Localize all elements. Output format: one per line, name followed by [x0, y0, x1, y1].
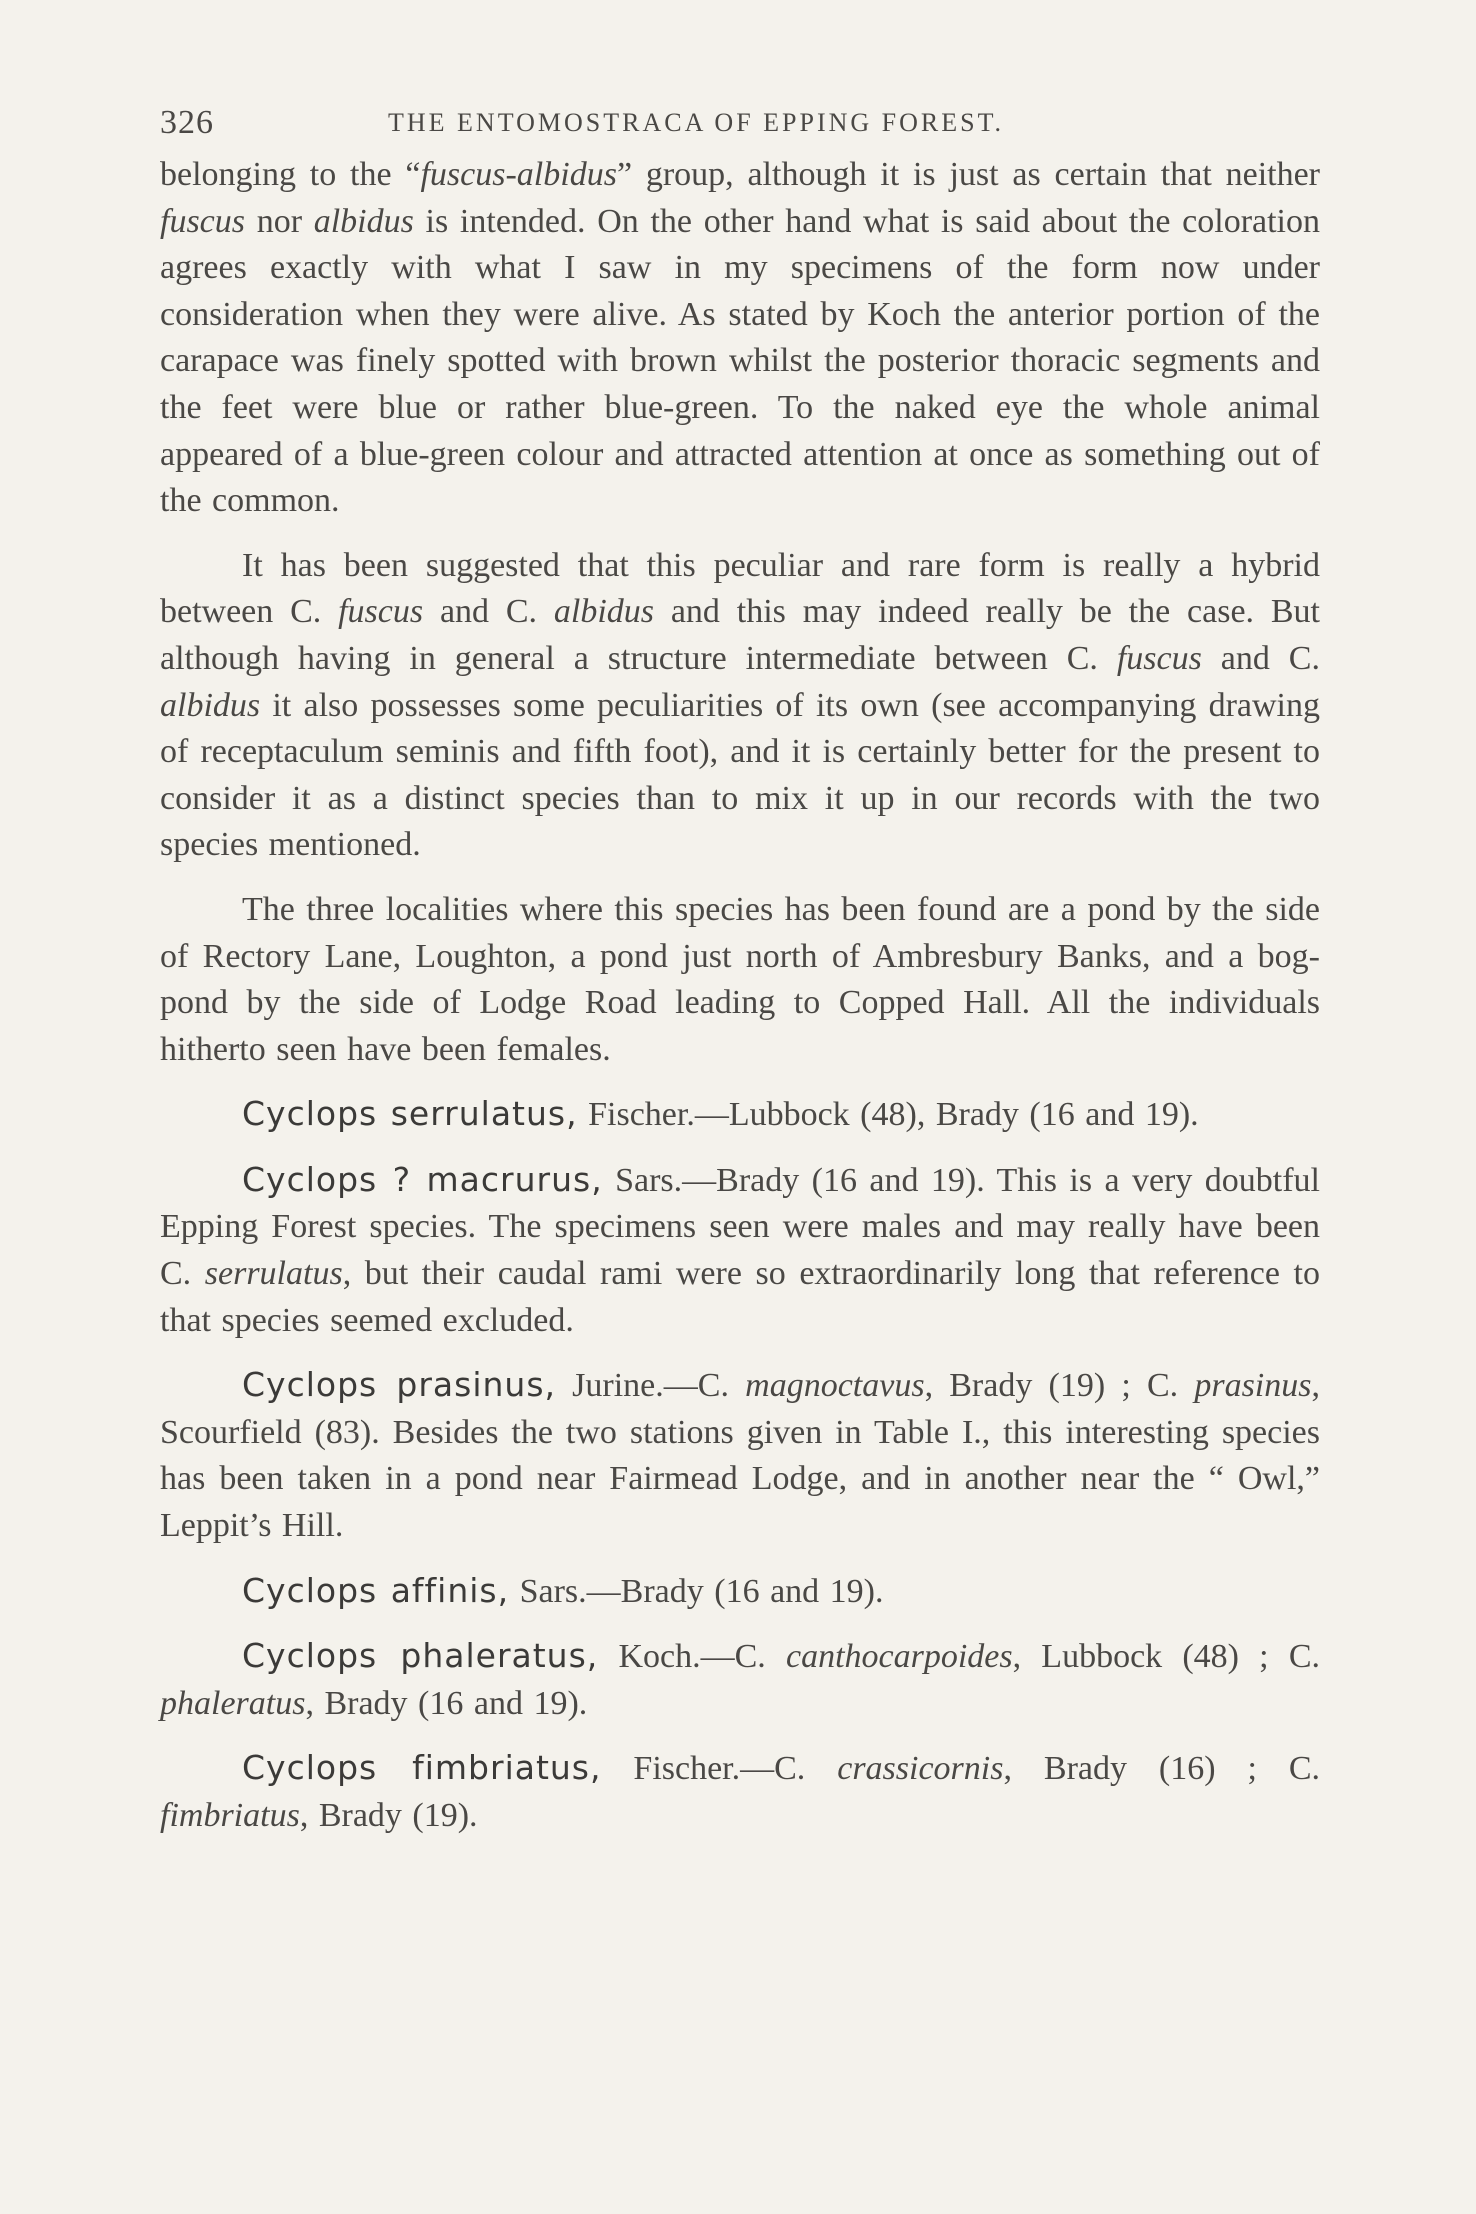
text-run: Jurine.—C.	[556, 1367, 746, 1405]
italic-run: albidus	[553, 593, 654, 631]
running-title: THE ENTOMOSTRACA OF EPPING FOREST.	[388, 108, 1005, 137]
italic-run: prasinus	[1194, 1367, 1312, 1405]
text-run: , Brady (16 and 19).	[305, 1684, 588, 1722]
italic-run: serrulatus	[204, 1255, 343, 1293]
text-run: Fischer.—Lubbock (48), Brady (16 and 19).	[577, 1096, 1199, 1134]
text-run: it also possesses some peculiarities of its own (see accompanying drawing of receptaculum seminis and fifth foot), and it is certainly better for the present to consider it as a distinct species than to mix it up in our records with the two species mentioned.	[160, 686, 1320, 864]
italic-run: magnoctavus	[745, 1367, 925, 1405]
italic-run: fuscus	[160, 202, 245, 240]
italic-run: fuscus	[338, 593, 424, 631]
species-name: Cyclops serrulatus,	[242, 1094, 578, 1134]
species-name: Cyclops fimbriatus,	[242, 1748, 602, 1788]
entry-cyclops-macrurus	[160, 1157, 1320, 1344]
italic-run: phaleratus	[160, 1684, 306, 1722]
text-run: is intended. On the other hand what is said about the coloration agrees exactly with what I saw in my specimens of the form now under consideration when they were alive. As stated by Koch the anterior portion of the carapace was finely spotted with brown whilst the posterior thoracic segments and the feet were blue or rather blue-green. To the naked eye the whole animal appeared of a blue-green colour and attracted attention at once as something out of the common.	[160, 202, 1321, 520]
paragraph-hybrid	[160, 543, 1320, 869]
text-run: It has been suggested that this peculiar and rare form is really a hybrid between C.	[160, 546, 1320, 631]
paragraph-localities	[160, 887, 1320, 1073]
text-run: Sars.—Brady (16 and 19). This is a very doubtful Epping Forest species. The specimens seen were males and may really have been C.	[160, 1161, 1321, 1293]
entry-cyclops-prasinus	[160, 1362, 1320, 1549]
species-name: Cyclops phaleratus,	[242, 1636, 599, 1676]
text-run: belonging to the “	[160, 156, 421, 193]
entry-cyclops-phaleratus	[160, 1633, 1320, 1727]
entry-cyclops-serrulatus	[160, 1091, 1320, 1139]
paragraph-coloration	[160, 152, 1320, 525]
book-page	[160, 96, 1320, 1840]
species-name: Cyclops affinis,	[242, 1570, 510, 1610]
text-run: Fischer.—C.	[601, 1750, 838, 1788]
text-run: , Brady (19) ; C.	[924, 1367, 1195, 1405]
italic-run: canthocarpoides	[785, 1638, 1013, 1676]
text-run: nor	[245, 202, 314, 240]
text-run: ” group, although it is just as certain that neither	[616, 156, 1320, 193]
italic-run: fuscus-albidus	[420, 156, 617, 193]
text-run: Sars.—Brady (16 and 19).	[509, 1572, 884, 1610]
text-run: , Lubbock (48) ; C.	[1012, 1638, 1320, 1676]
text-run: , Brady (16) ; C.	[1003, 1750, 1320, 1788]
italic-run: crassicornis	[837, 1750, 1004, 1788]
text-run: Koch.—C.	[598, 1638, 786, 1676]
page-number: 326	[160, 104, 214, 141]
text-run: , Scourfield (83). Besides the two stations given in Table I., this interesting species has been taken in a pond near Fairmead Lodge, and in another near the “ Owl,” Leppit’s Hill.	[160, 1367, 1320, 1545]
text-run: and C.	[423, 593, 554, 631]
italic-run: fimbriatus	[160, 1797, 300, 1834]
italic-run: fuscus	[1116, 639, 1202, 677]
text-run: and this may indeed really be the case. But although having in general a structure intermediate between C.	[160, 593, 1320, 677]
italic-run: albidus	[313, 202, 414, 240]
text-run: and C.	[1201, 639, 1320, 677]
text-run: , but their caudal rami were so extraordinarily long that reference to that species seemed excluded.	[160, 1255, 1320, 1339]
italic-run: albidus	[160, 686, 261, 724]
text-run: The three localities where this species has been found are a pond by the side of Rectory Lane, Loughton, a pond just north of Ambresbury Banks, and a bog-pond by the side of Lodge Road leading to Copped Hall. All the individuals hitherto seen have been females.	[160, 890, 1320, 1068]
entry-cyclops-affinis	[160, 1568, 1320, 1616]
species-name: Cyclops ? macrurus,	[242, 1159, 603, 1199]
running-head	[160, 96, 1320, 152]
species-name: Cyclops prasinus,	[242, 1365, 556, 1405]
entry-cyclops-fimbriatus	[160, 1745, 1320, 1839]
text-run: , Brady (19).	[299, 1797, 478, 1834]
